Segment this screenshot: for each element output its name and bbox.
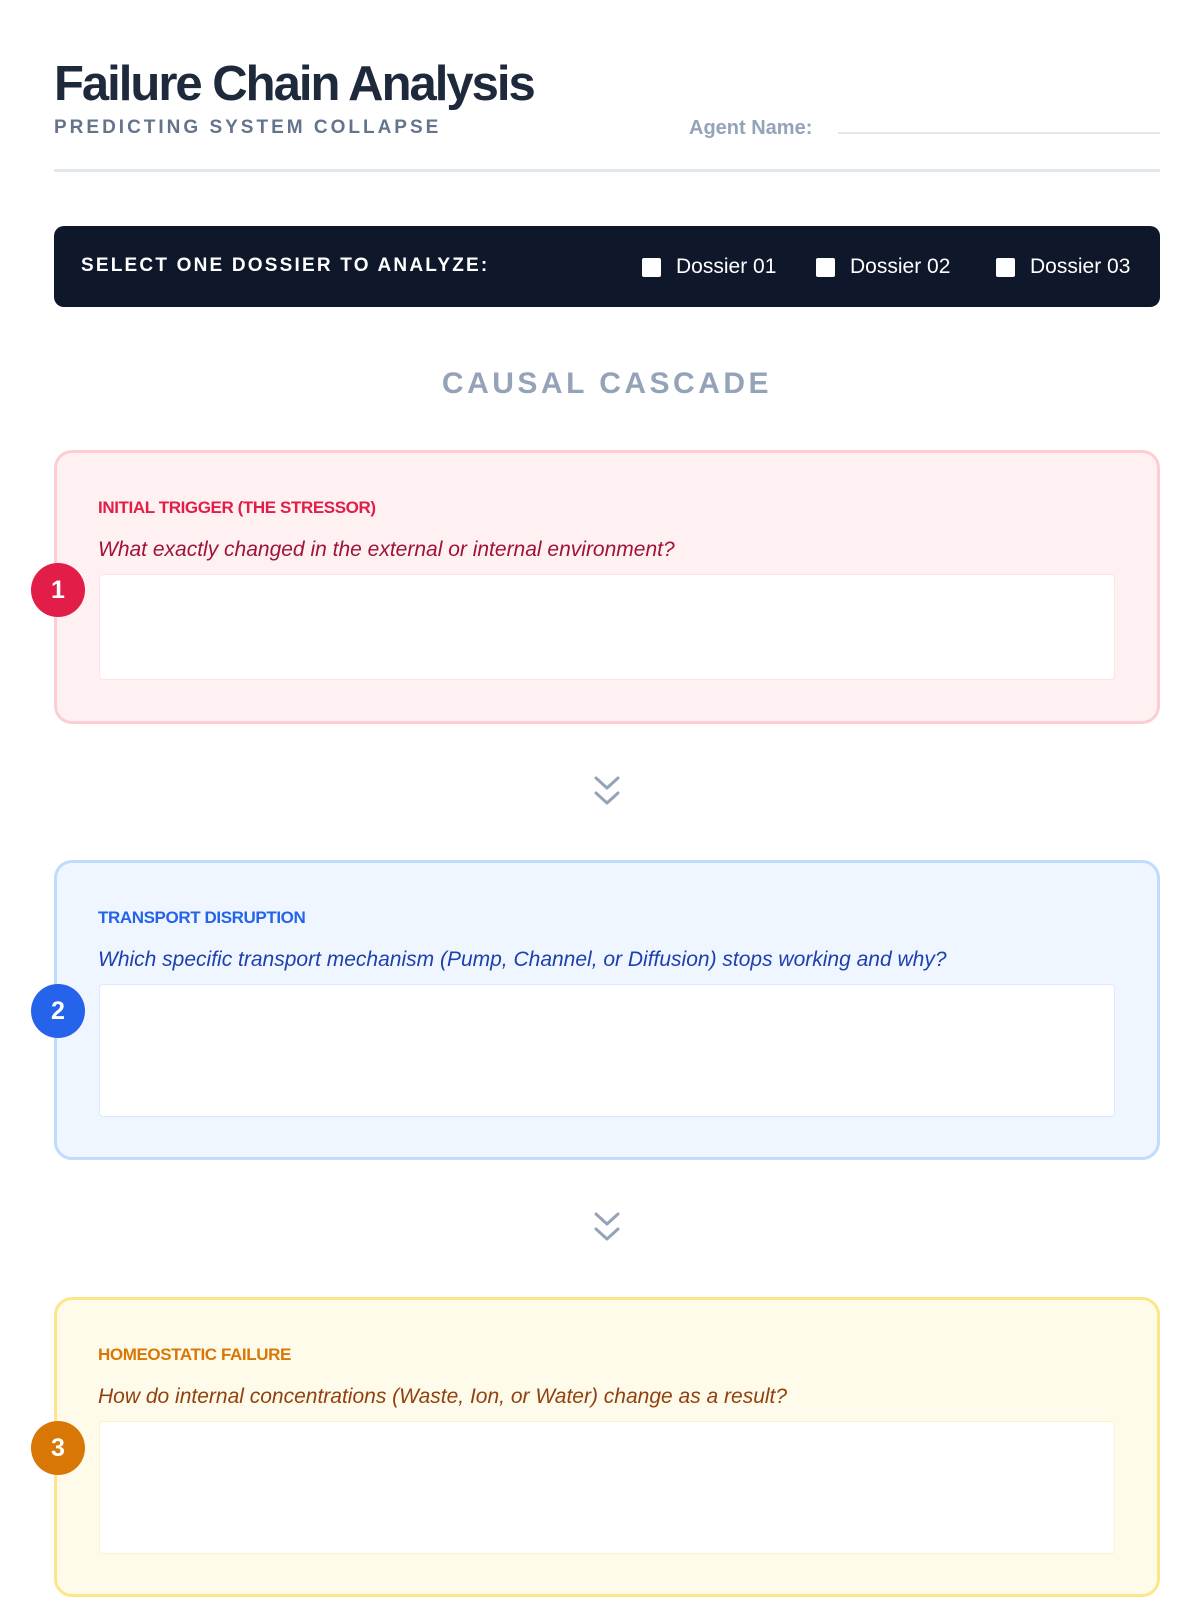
step-number-badge: 1 bbox=[31, 563, 85, 617]
dossier-01-checkbox[interactable] bbox=[642, 258, 661, 277]
dossier-option-01[interactable] bbox=[642, 252, 776, 282]
step-2-answer-field[interactable] bbox=[99, 984, 1115, 1117]
step-card-homeostatic bbox=[51, 1297, 1160, 1597]
step-number-badge: 2 bbox=[31, 984, 85, 1038]
dossier-option-label: Dossier 02 bbox=[850, 255, 951, 278]
step-label: INITIAL TRIGGER (THE STRESSOR) bbox=[98, 498, 376, 517]
step-question: How do internal concentrations (Waste, Ion, or Water) change as a result? bbox=[98, 1385, 788, 1408]
dossier-prompt: SELECT ONE DOSSIER TO ANALYZE: bbox=[81, 255, 490, 276]
step-3-answer-field[interactable] bbox=[99, 1421, 1115, 1554]
dossier-option-02[interactable] bbox=[816, 252, 950, 282]
dossier-02-checkbox[interactable] bbox=[816, 258, 835, 277]
header bbox=[54, 0, 1160, 172]
step-label: TRANSPORT DISRUPTION bbox=[98, 908, 306, 927]
page-subtitle: PREDICTING SYSTEM COLLAPSE bbox=[54, 117, 442, 138]
dossier-selector-bar bbox=[54, 226, 1160, 307]
worksheet bbox=[51, 0, 1160, 1462]
dossier-option-03[interactable] bbox=[996, 252, 1130, 282]
step-question: What exactly changed in the external or internal environment? bbox=[98, 538, 675, 561]
double-chevron-down-icon bbox=[592, 1210, 622, 1246]
section-heading: CAUSAL CASCADE bbox=[441, 367, 773, 400]
page-title: Failure Chain Analysis bbox=[54, 57, 534, 111]
dossier-03-checkbox[interactable] bbox=[996, 258, 1015, 277]
agent-name-label: Agent Name: bbox=[689, 117, 813, 139]
dossier-option-label: Dossier 01 bbox=[676, 255, 777, 278]
step-card-transport bbox=[51, 860, 1160, 1160]
step-card-trigger bbox=[51, 450, 1160, 724]
step-1-answer-field[interactable] bbox=[99, 574, 1115, 680]
double-chevron-down-icon bbox=[592, 774, 622, 810]
agent-name-field[interactable] bbox=[838, 132, 1160, 134]
dossier-option-label: Dossier 03 bbox=[1030, 255, 1131, 278]
step-number-badge: 3 bbox=[31, 1421, 85, 1475]
step-label: HOMEOSTATIC FAILURE bbox=[98, 1345, 291, 1364]
step-question: Which specific transport mechanism (Pump, Channel, or Diffusion) stops working and why? bbox=[98, 948, 947, 971]
